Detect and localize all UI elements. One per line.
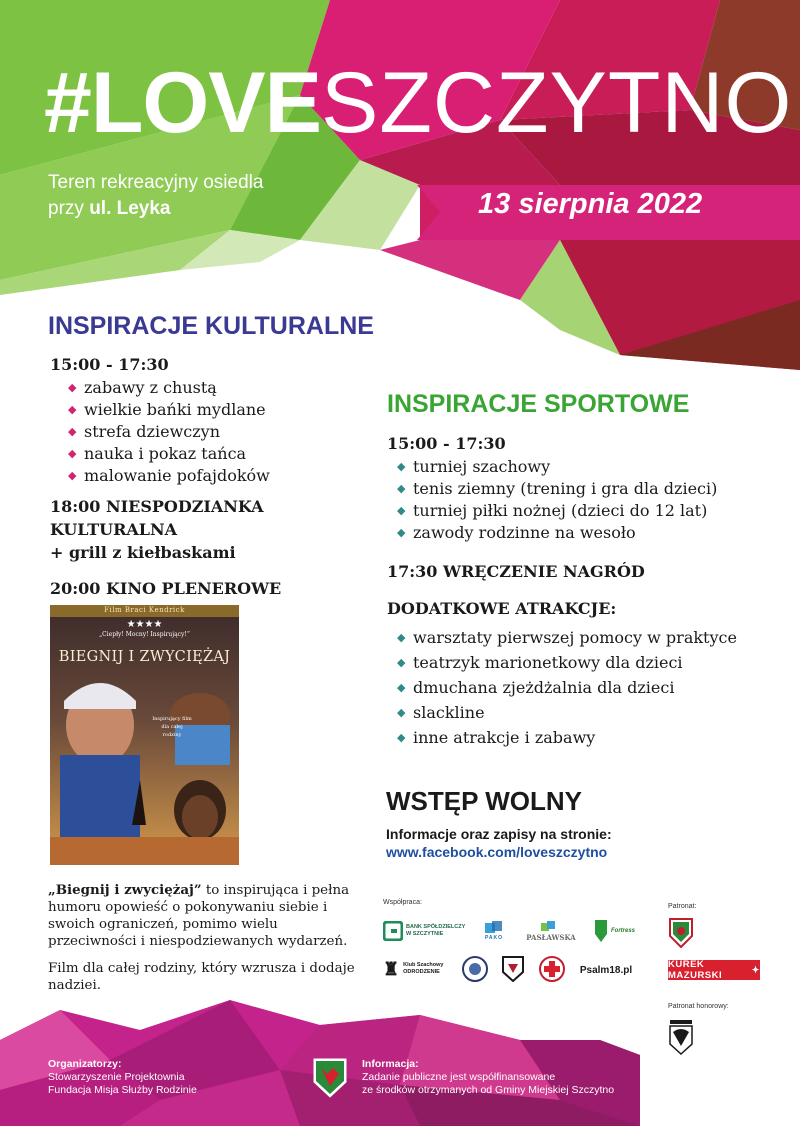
- event-date: 13 sierpnia 2022: [478, 188, 703, 220]
- cooperation-label: Współpraca:: [383, 899, 422, 906]
- list-item: ◆ teatrzyk marionetkowy dla dzieci: [393, 650, 737, 675]
- bullet-icon: ◆: [68, 425, 77, 438]
- title-bold-part: #LOVE: [44, 55, 321, 151]
- film-title-bold: „Biegnij i zwyciężaj”: [48, 882, 202, 898]
- chess-club-name: Klub Szachowy ODRODZENIE: [403, 962, 444, 975]
- poster-title: BIEGNIJ I ZWYCIĘŻAJ: [58, 649, 231, 665]
- patron-crest: [668, 917, 694, 949]
- chess-club-logo: [383, 955, 455, 983]
- rooster-icon: ✦: [751, 964, 760, 976]
- shield-icon: [502, 956, 524, 982]
- pako-logo: [476, 918, 512, 944]
- sport-list: [393, 456, 717, 544]
- film-description: [48, 882, 368, 1004]
- movie-poster: [50, 605, 239, 865]
- bullet-icon: ◆: [68, 381, 77, 394]
- title-light-part: SZCZYTNO: [320, 55, 793, 151]
- funding-info-line-2: ze środków otrzymanych od Gminy Miejskiej Szczytno: [362, 1084, 615, 1096]
- list-item: ◆ warsztaty pierwszej pomocy w praktyce: [393, 625, 737, 650]
- venue-line-1: Teren rekreacyjny osiedla: [48, 172, 264, 193]
- sport-time: 15:00 - 17:30: [387, 434, 506, 453]
- psalm-logo: [574, 960, 638, 980]
- extra-list: [393, 625, 737, 750]
- poster-top-label: Film Braci Kendrick: [104, 606, 185, 614]
- film-desc-rest: to inspirująca i pełna humoru opowieść o pokonywaniu siebie i swoich ograniczeń, pomimo wielu przeciwności i niespodziewanych wydarzeń.: [48, 883, 350, 949]
- list-item: ◆ inne atrakcje i zabawy: [393, 725, 737, 750]
- deer-crest-icon: [313, 1058, 347, 1098]
- sport-heading: INSPIRACJE SPORTOWE: [387, 390, 690, 418]
- film-desc-p2: Film dla całej rodziny, który wzrusza i dodaje nadziei.: [48, 961, 355, 993]
- culture-heading: INSPIRACJE KULTURALNE: [48, 312, 374, 340]
- poster-quote: „Ciepły! Mocny! Inspirujący!”: [99, 631, 190, 638]
- organizer-1: Stowarzyszenie Projektownia: [48, 1071, 185, 1083]
- info-text: Informacje oraz zapisy na stronie:: [386, 826, 612, 842]
- organizers-label: Organizatorzy:: [48, 1058, 122, 1070]
- funding-info-line-1: Zadanie publiczne jest współfinansowane: [362, 1071, 556, 1083]
- list-item: ◆ nauka i pokaz tańca: [68, 444, 247, 463]
- culture-surprise: [50, 495, 264, 564]
- bullet-icon: ◆: [397, 656, 406, 669]
- list-item: ◆ zawody rodzinne na wesoło: [397, 523, 636, 542]
- kurek-mazurski-logo: [668, 960, 760, 980]
- list-item: ◆ strefa dziewczyn: [68, 422, 220, 441]
- facebook-link[interactable]: www.facebook.com/loveszczytno: [386, 844, 608, 860]
- chess-rook-icon: ♜: [383, 958, 400, 979]
- city-crest-icon: [668, 1018, 694, 1058]
- bullet-icon: ◆: [397, 504, 406, 517]
- fortress-icon: [593, 920, 609, 942]
- red-cross-logo: [538, 955, 566, 983]
- paslawska-icon: [539, 921, 563, 933]
- free-entry-heading: WSTĘP WOLNY: [386, 786, 582, 816]
- venue-prefix: przy: [48, 198, 90, 219]
- bank-icon: [383, 921, 403, 941]
- surprise-line-1: 18:00 NIESPODZIANKA: [50, 497, 264, 516]
- patron-label: Patronat:: [668, 903, 697, 910]
- honor-patron-label: Patronat honorowy:: [668, 1003, 729, 1010]
- psalm-name: Psalm18.pl: [579, 964, 633, 976]
- bullet-icon: ◆: [68, 447, 77, 460]
- pako-name: PAKO: [484, 935, 504, 941]
- venue-street: ul. Leyka: [89, 198, 171, 219]
- cinema-label: 20:00 KINO PLENEROWE: [50, 579, 282, 598]
- honor-patron-crest: [668, 1018, 694, 1058]
- bullet-icon: ◆: [397, 706, 406, 719]
- bullet-icon: ◆: [397, 681, 406, 694]
- bullet-icon: ◆: [68, 469, 77, 482]
- bullet-icon: ◆: [68, 403, 77, 416]
- red-cross-icon: [539, 956, 565, 982]
- bullet-icon: ◆: [397, 460, 406, 473]
- organizer-2: Fundacja Misja Służby Rodzinie: [48, 1084, 197, 1096]
- szczytno-crest: [312, 1058, 348, 1098]
- funding-info-block: [362, 1058, 614, 1097]
- paslawska-logo: [520, 918, 582, 944]
- film-desc-p1: [48, 882, 368, 950]
- event-title: [44, 55, 793, 151]
- bank-logo: [383, 918, 471, 944]
- poster-stars: ★★★★: [126, 619, 163, 630]
- awards-label: 17:30 WRĘCZENIE NAGRÓD: [387, 562, 645, 581]
- poster-art: [50, 605, 239, 865]
- bullet-icon: ◆: [397, 526, 406, 539]
- surprise-line-2: KULTURALNA: [50, 520, 178, 539]
- culture-time: 15:00 - 17:30: [50, 355, 169, 374]
- list-item: ◆ dmuchana zjeżdżalnia dla dzieci: [393, 675, 737, 700]
- extra-heading: DODATKOWE ATRAKCJE:: [387, 599, 617, 618]
- crest-icon: [669, 918, 693, 948]
- partner-seal-1: [461, 955, 489, 983]
- list-item: ◆ malowanie pofajdoków: [68, 466, 270, 485]
- organizers-block: [48, 1058, 197, 1097]
- list-item: ◆ wielkie bańki mydlane: [68, 400, 266, 419]
- list-item: ◆ slackline: [393, 700, 737, 725]
- bank-name: BANK SPÓŁDZIELCZY W SZCZYTNIE: [406, 924, 466, 937]
- kurek-name: KUREK MAZURSKI: [668, 959, 723, 981]
- bullet-icon: ◆: [397, 631, 406, 644]
- list-item: ◆ turniej szachowy: [397, 457, 551, 476]
- list-item: ◆ zabawy z chustą: [68, 378, 217, 397]
- seal-icon: [462, 956, 488, 982]
- culture-list: [64, 377, 270, 487]
- paslawska-name: PASŁAWSKA: [526, 932, 576, 942]
- pako-icon: [483, 921, 505, 935]
- poster-tagline: Inspirujący film dla całej rodziny: [152, 716, 192, 738]
- surprise-line-3: + grill z kiełbaskami: [50, 543, 236, 562]
- venue-info: [48, 170, 263, 222]
- list-item: ◆ tenis ziemny (trening i gra dla dzieci): [397, 479, 718, 498]
- list-item: ◆ turniej piłki nożnej (dzieci do 12 lat): [397, 501, 708, 520]
- bullet-icon: ◆: [397, 482, 406, 495]
- fortress-name: Fortress: [610, 928, 635, 934]
- bullet-icon: ◆: [397, 731, 406, 744]
- venue-line-2: [48, 196, 263, 222]
- partner-seal-2: [500, 955, 526, 983]
- funding-info-label: Informacja:: [362, 1058, 419, 1070]
- fortress-logo: [589, 918, 639, 944]
